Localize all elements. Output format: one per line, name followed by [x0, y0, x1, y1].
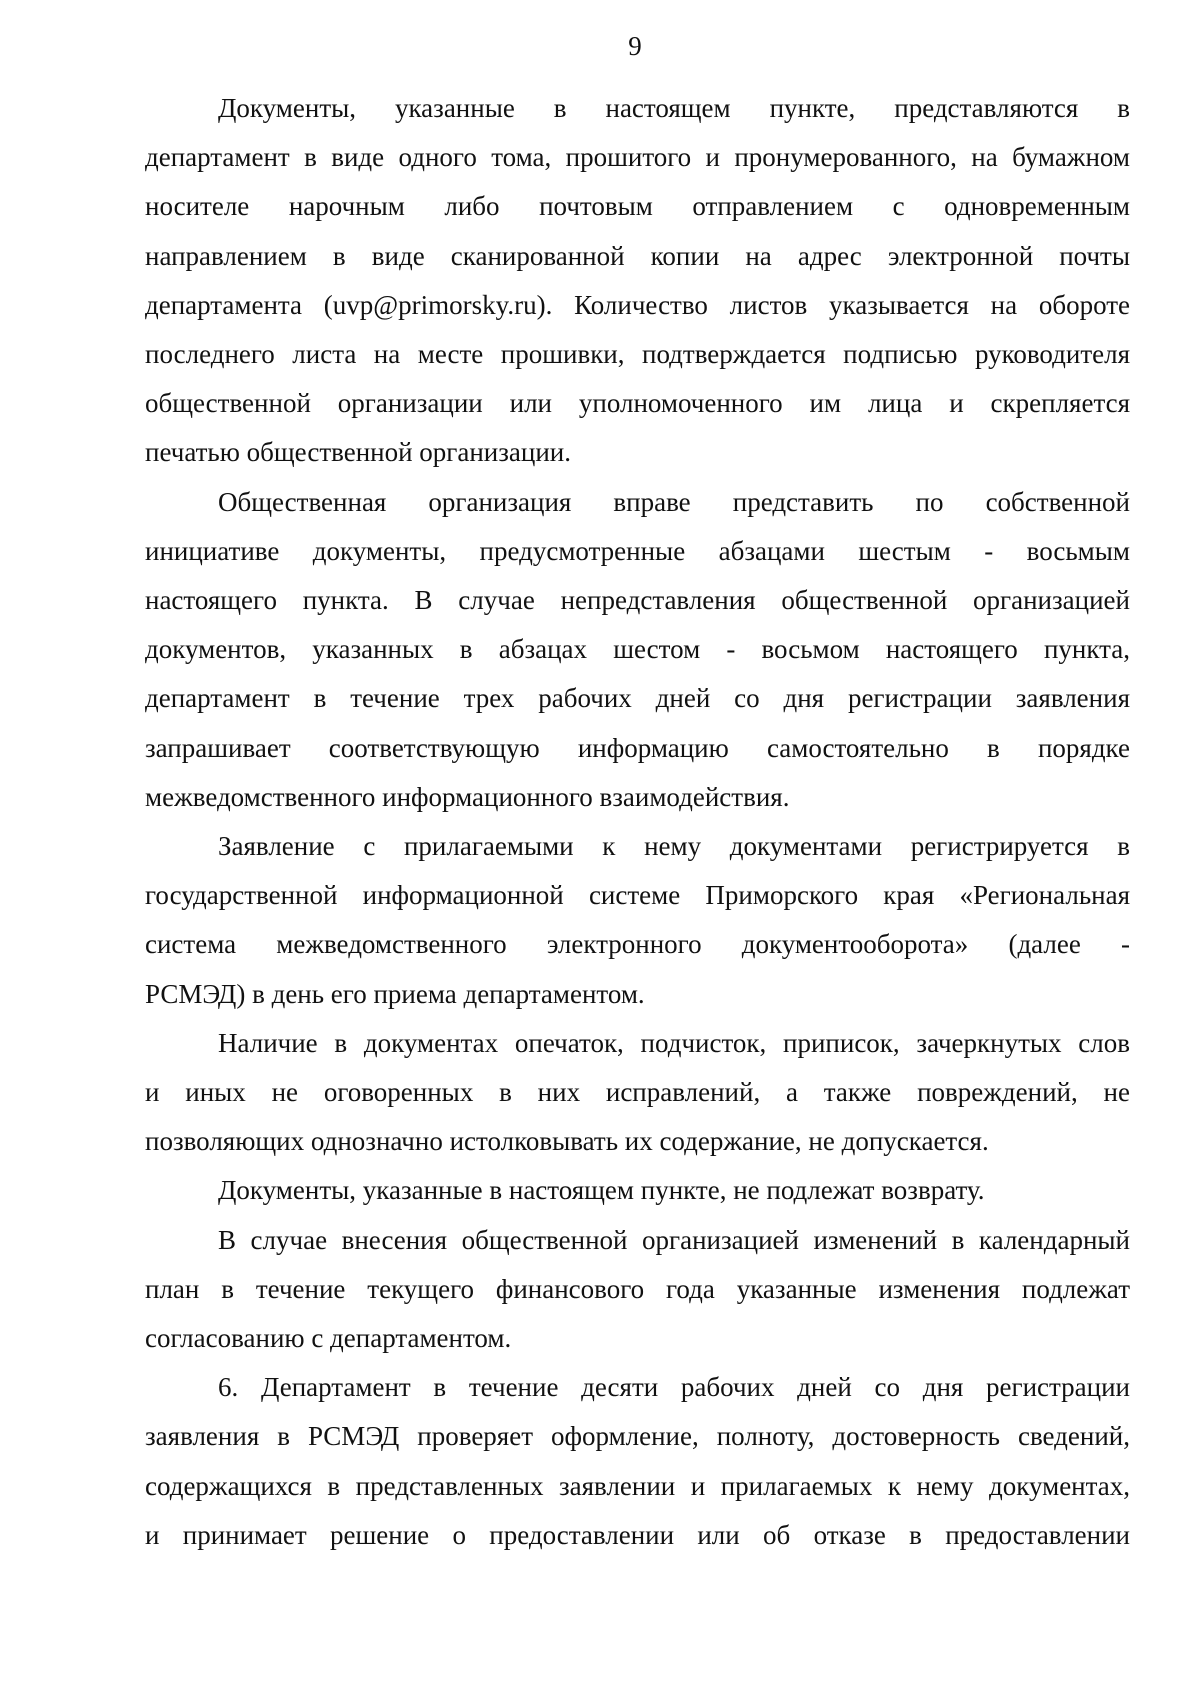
document-body [145, 84, 1130, 1560]
text-line: носителе нарочным либо почтовым отправлением с одновременным [145, 191, 1130, 222]
text-line: последнего листа на месте прошивки, подтверждается подписью руководителя [145, 339, 1130, 370]
text-line: инициативе документы, предусмотренные абзацами шестым - восьмым [145, 535, 1130, 566]
text-line: направлением в виде сканированной копии на адрес электронной почты [145, 240, 1130, 271]
text-line: 6. Департамент в течение десяти рабочих дней со дня регистрации [218, 1372, 1130, 1403]
text-line: содержащихся в представленных заявлении и прилагаемых к нему документах, [145, 1470, 1130, 1501]
text-line: Заявление с прилагаемыми к нему документами регистрируется в [218, 831, 1130, 862]
text-line: В случае внесения общественной организацией изменений в календарный [218, 1224, 1130, 1255]
paragraph-own-initiative [145, 478, 1130, 822]
text-line: департамент в виде одного тома, прошитого и пронумерованного, на бумажном [145, 142, 1130, 173]
text-line: план в течение текущего финансового года указанные изменения подлежат [145, 1273, 1130, 1304]
text-line: межведомственного информационного взаимодействия. [145, 781, 790, 812]
text-line: государственной информационной системе Приморского края «Региональная [145, 880, 1130, 911]
text-line: общественной организации или уполномоченного им лица и скрепляется [145, 388, 1130, 419]
paragraph-documents-submission [145, 84, 1130, 478]
text-line: система межведомственного электронного документооборота» (далее - [145, 929, 1130, 960]
text-line: и принимает решение о предоставлении или об отказе в предоставлении [145, 1519, 1130, 1550]
text-line: позволяющих однозначно истолковывать их содержание, не допускается. [145, 1126, 989, 1157]
text-line: Наличие в документах опечаток, подчисток, приписок, зачеркнутых слов [218, 1027, 1130, 1058]
text-line: Общественная организация вправе представить по собственной [218, 486, 1130, 517]
paragraph-calendar-plan [145, 1216, 1130, 1364]
text-line: Документы, указанные в настоящем пункте, представляются в [218, 93, 1130, 123]
text-line: заявления в РСМЭД проверяет оформление, полноту, достоверность сведений, [145, 1421, 1130, 1452]
paragraph-item-6 [145, 1363, 1130, 1560]
text-line: запрашивает соответствующую информацию самостоятельно в порядке [145, 732, 1130, 763]
text-line: согласованию с департаментом. [145, 1323, 512, 1354]
text-line: и иных не оговоренных в них исправлений, а также повреждений, не [145, 1077, 1130, 1108]
text-line: печатью общественной организации. [145, 437, 572, 468]
page-number: 9 [628, 31, 642, 61]
text-line: документов, указанных в абзацах шестом - восьмом настоящего пункта, [145, 634, 1130, 665]
text-line: Документы, указанные в настоящем пункте, не подлежат возврату. [218, 1175, 985, 1206]
text-line: департамент в течение трех рабочих дней со дня регистрации заявления [145, 683, 1130, 714]
paragraph-corrections [145, 1019, 1130, 1167]
paragraph-registration [145, 822, 1130, 1019]
paragraph-no-return [145, 1166, 1130, 1215]
text-line: департамента (uvp@primorsky.ru). Количество листов указывается на обороте [145, 289, 1130, 320]
text-line: РСМЭД) в день его приема департаментом. [145, 978, 645, 1009]
text-line: настоящего пункта. В случае непредставления общественной организацией [145, 585, 1130, 616]
